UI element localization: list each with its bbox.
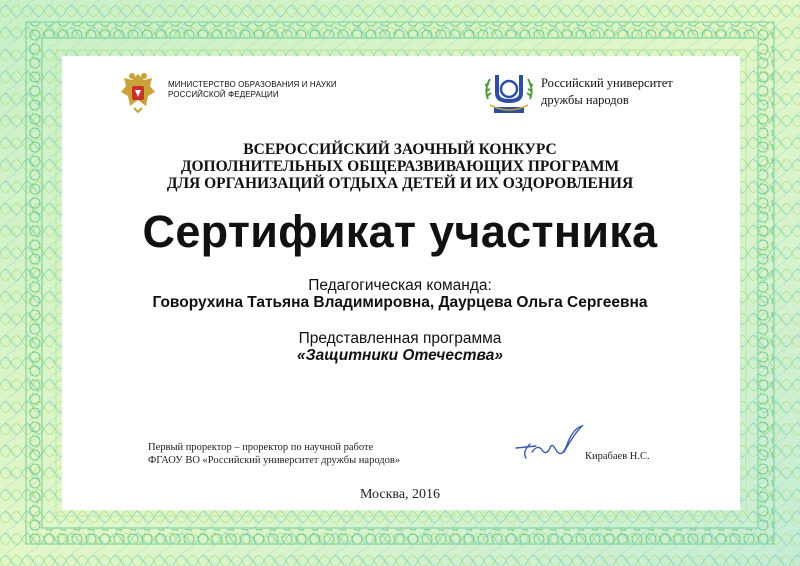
ministry-name-line2: РОССИЙСКОЙ ФЕДЕРАЦИИ: [168, 90, 279, 99]
place-date: Москва, 2016: [359, 487, 441, 502]
program-label: Представленная программа: [298, 330, 502, 347]
signatory-role-line2: ФГАОУ ВО «Российский университет дружбы народов»: [148, 455, 401, 466]
signature-icon: [512, 422, 588, 464]
contest-heading-line3: ДЛЯ ОРГАНИЗАЦИЙ ОТДЫХА ДЕТЕЙ И ИХ ОЗДОРОВЛЕНИЯ: [166, 175, 634, 192]
signatory-role: [148, 441, 468, 467]
contest-heading-line2: ДОПОЛНИТЕЛЬНЫХ ОБЩЕРАЗВИВАЮЩИХ ПРОГРАММ: [180, 158, 620, 175]
team-members: Говорухина Татьяна Владимировна, Даурцева Ольга Сергеевна: [152, 294, 648, 311]
university-logo-icon: [480, 69, 538, 119]
university-name-line2: дружбы народов: [541, 93, 629, 107]
contest-heading: [0, 141, 800, 192]
ministry-name: [168, 80, 368, 100]
certificate-title: Сертификат участника: [142, 206, 658, 257]
ministry-name-line1: МИНИСТЕРСТВО ОБРАЗОВАНИЯ И НАУКИ: [168, 80, 337, 89]
ministry-emblem-icon: [118, 70, 158, 114]
team-label: Педагогическая команда:: [308, 277, 492, 294]
university-name: [541, 75, 731, 109]
signatory-role-line1: Первый проректор – проректор по научной работе: [148, 442, 374, 453]
contest-heading-line1: ВСЕРОССИЙСКИЙ ЗАОЧНЫЙ КОНКУРС: [243, 141, 557, 158]
program-name: «Защитники Отечества»: [297, 347, 503, 364]
university-name-line1: Российский университет: [541, 76, 673, 90]
signatory-name: Кирабаев Н.С.: [585, 451, 650, 462]
